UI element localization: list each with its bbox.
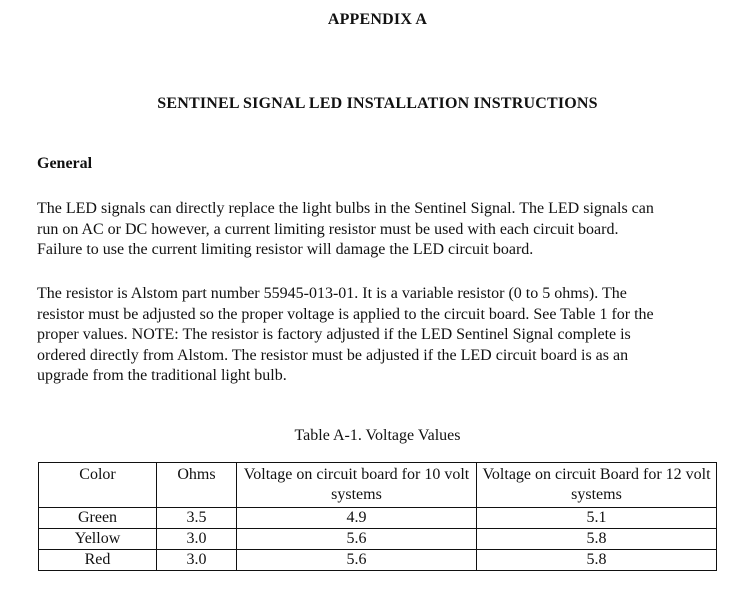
paragraph-line: ordered directly from Alstom. The resistor must be adjusted if the LED circuit board is as an: [37, 346, 629, 364]
paragraph-line: The resistor is Alstom part number 55945-013-01. It is a variable resistor (0 to 5 ohms). The: [37, 285, 627, 302]
paragraph-resistor: [37, 284, 752, 387]
document-title: SENTINEL SIGNAL LED INSTALLATION INSTRUCTIONS: [157, 95, 598, 112]
table-row: [39, 508, 717, 529]
paragraph-line: run on AC or DC however, a current limiting resistor must be used with each circuit board.: [37, 220, 619, 238]
cell-color: Yellow: [39, 529, 157, 550]
section-heading-general: General: [37, 155, 93, 172]
cell-voltage-10v: 5.6: [237, 550, 477, 571]
header-voltage-10v: Voltage on circuit board for 10 volt systems: [237, 463, 477, 508]
table-row: [39, 529, 717, 550]
table-header-row: [39, 463, 717, 508]
cell-color: Green: [39, 508, 157, 529]
cell-color: Red: [39, 550, 157, 571]
voltage-values-table: [38, 462, 717, 571]
paragraph-line: resistor must be adjusted so the proper voltage is applied to the circuit board. See Table 1 for the: [37, 305, 654, 323]
cell-voltage-12v: 5.8: [477, 550, 717, 571]
cell-voltage-10v: 5.6: [237, 529, 477, 550]
cell-voltage-12v: 5.8: [477, 529, 717, 550]
paragraph-line: Failure to use the current limiting resistor will damage the LED circuit board.: [37, 241, 534, 258]
paragraph-led-replacement: [37, 199, 752, 261]
cell-ohms: 3.0: [157, 529, 237, 550]
paragraph-line: proper values. NOTE: The resistor is factory adjusted if the LED Sentinel Signal complete is: [37, 326, 631, 343]
header-ohms: Ohms: [157, 463, 237, 508]
table-row: [39, 550, 717, 571]
table-caption: Table A-1. Voltage Values: [294, 427, 461, 444]
cell-ohms: 3.5: [157, 508, 237, 529]
cell-voltage-10v: 4.9: [237, 508, 477, 529]
cell-voltage-12v: 5.1: [477, 508, 717, 529]
paragraph-line: The LED signals can directly replace the light bulbs in the Sentinel Signal. The LED signals can: [37, 200, 654, 217]
header-color: Color: [39, 463, 157, 508]
header-voltage-12v: Voltage on circuit Board for 12 volt systems: [477, 463, 717, 508]
cell-ohms: 3.0: [157, 550, 237, 571]
paragraph-line: upgrade from the traditional light bulb.: [37, 367, 287, 384]
appendix-label: APPENDIX A: [327, 11, 428, 28]
